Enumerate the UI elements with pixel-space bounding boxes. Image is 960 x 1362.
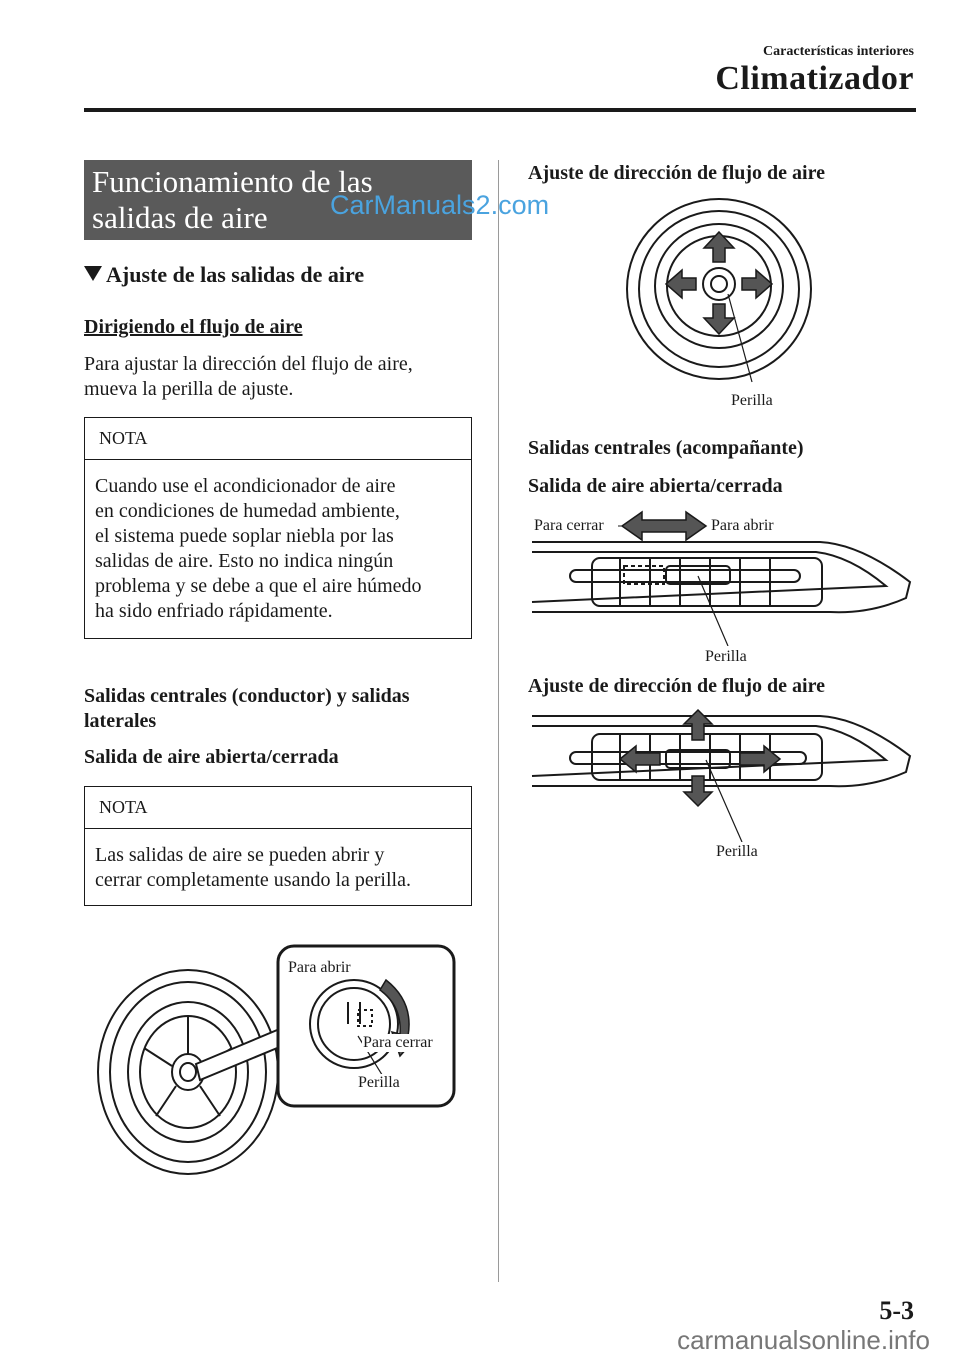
note-line: Cuando use el acondicionador de aire [95, 475, 396, 497]
section-title-line1: Funcionamiento de las [92, 164, 373, 199]
paragraph-line: Para ajustar la dirección del flujo de aire, [84, 353, 413, 375]
subheading-directing-flow: Dirigiendo el flujo de aire [84, 316, 303, 338]
note-line: problema y se debe a que el aire húmedo [95, 575, 422, 597]
note-label: NOTA [85, 418, 471, 460]
note-line: salidas de aire. Esto no indica ningún [95, 550, 394, 572]
heading-adjust-outlets [84, 262, 364, 288]
header-rule [84, 108, 916, 112]
chapter-title: Climatizador [715, 60, 914, 97]
heading-central-driver [84, 684, 410, 734]
label-para-abrir-right: Para abrir [711, 517, 774, 534]
label-perilla-fig3: Perilla [716, 843, 758, 860]
paragraph-adjust [84, 352, 474, 402]
note-line: el sistema puede soplar niebla por las [95, 525, 394, 547]
heading-flow-direction-2: Ajuste de dirección de flujo de aire [528, 675, 826, 697]
heading-open-close-left: Salida de aire abierta/cerrada [84, 746, 339, 768]
note-line: en condiciones de humedad ambiente, [95, 500, 400, 522]
note-line: ha sido enfriado rápidamente. [95, 600, 333, 622]
column-divider [498, 160, 499, 1282]
label-perilla-fig2: Perilla [705, 648, 747, 665]
note-box-1 [84, 417, 472, 639]
chapter-subtitle: Características interiores [763, 44, 914, 59]
label-para-cerrar-right: Para cerrar [534, 517, 604, 534]
note-label: NOTA [85, 787, 471, 829]
note-box-2 [84, 786, 472, 906]
footer-site-watermark: carmanualsonline.info [677, 1325, 930, 1355]
page-number: 5-3 [879, 1296, 914, 1325]
label-para-abrir-left: Para abrir [288, 959, 351, 976]
note-line: cerrar completamente usando la perilla. [95, 869, 411, 891]
heading-line: laterales [84, 710, 157, 732]
section-title-line2: salidas de aire [92, 200, 268, 235]
heading-flow-direction-1: Ajuste de dirección de flujo de aire [528, 162, 826, 184]
figure-round-vent-open-close [96, 940, 460, 1180]
heading-adjust-outlets-text: Ajuste de las salidas de aire [106, 262, 365, 287]
triangle-bullet-icon [84, 266, 102, 281]
note-line: Las salidas de aire se pueden abrir y [95, 844, 385, 866]
note-body [85, 460, 471, 634]
watermark-text: CarManuals2.com [330, 190, 550, 220]
label-para-cerrar-left: Para cerrar [363, 1034, 433, 1051]
figure-round-vent-direction [624, 196, 814, 386]
heading-open-close-right: Salida de aire abierta/cerrada [528, 475, 783, 497]
label-perilla-fig1: Perilla [731, 392, 773, 409]
figure-horizontal-vent-direction [530, 706, 914, 842]
note-body [85, 829, 471, 903]
heading-line: Salidas centrales (conductor) y salidas [84, 685, 410, 707]
paragraph-line: mueva la perilla de ajuste. [84, 378, 294, 400]
label-perilla-left: Perilla [358, 1074, 400, 1091]
heading-central-passenger: Salidas centrales (acompañante) [528, 437, 804, 459]
